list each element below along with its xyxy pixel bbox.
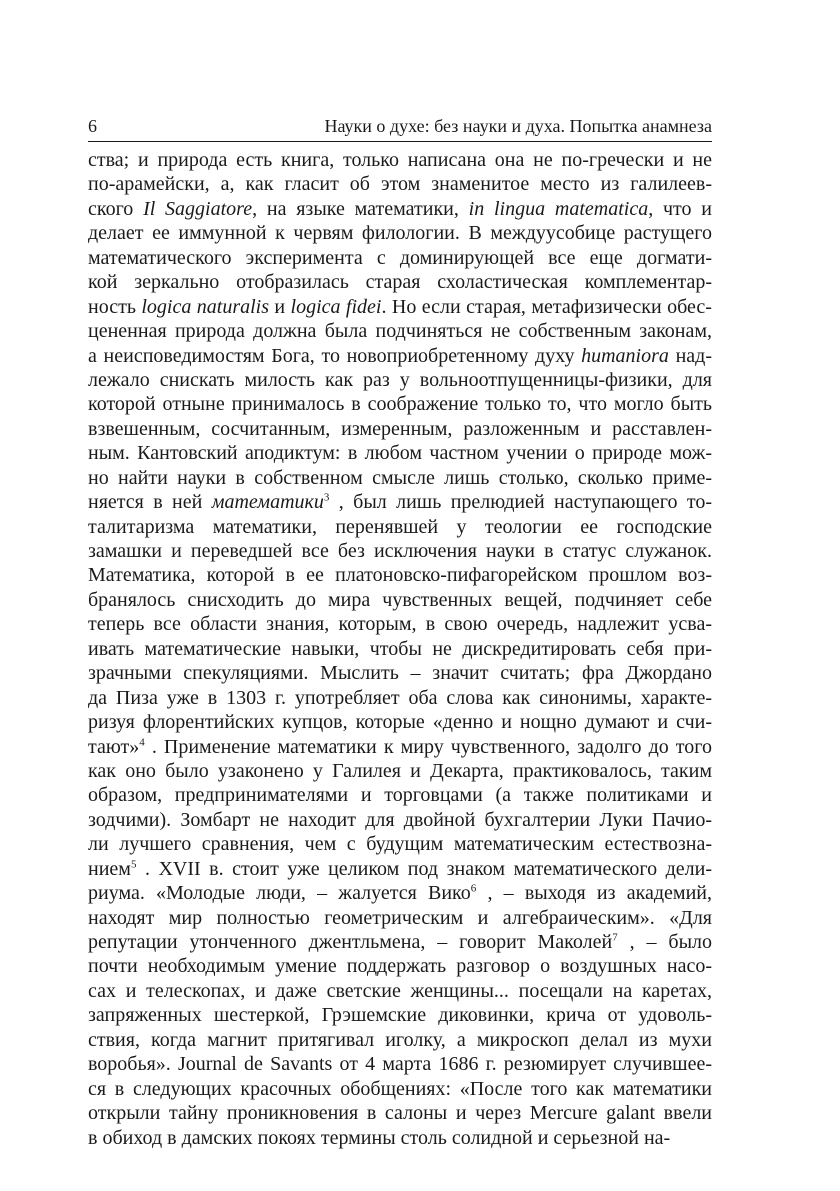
text-line: открыли тайну проникновения в салоны и через Mercure galant ввели bbox=[88, 1102, 712, 1125]
italic-term: logica fidei bbox=[290, 295, 382, 318]
text-line: цененная природа должна была подчиняться не собственным законам, bbox=[88, 320, 712, 343]
body-text bbox=[88, 148, 712, 1150]
text-line: репутации утонченного джентльмена, – говорит Маколей$^7$ , – было bbox=[88, 931, 712, 953]
text-line: да Пиза уже в 1303 г. употребляет оба слова как синонимы, характе- bbox=[88, 686, 712, 709]
text-line: няется в ней математики$^3$ , был лишь прелюдией наступающего то- bbox=[88, 491, 712, 514]
text-line: по-арамейски, а, как гласит об этом знаменитое место из галилеев- bbox=[88, 173, 712, 196]
text-line: кой зеркально отобразилась старая схоластическая комплементар- bbox=[88, 271, 712, 294]
text-line: теперь все области знания, которым, в свою очередь, надлежит усва- bbox=[88, 613, 712, 636]
text-line: зрачными спекуляциями. Мыслить – значит считать; фра Джордано bbox=[88, 662, 712, 685]
footnote-marker: 5 bbox=[130, 858, 137, 871]
italic-term: in lingua matematica bbox=[468, 197, 649, 220]
text-line: талитаризма математики, перенявшей у теологии ее господские bbox=[88, 515, 712, 538]
text-line: ствия, когда магнит притягивал иголку, а микроскоп делал из мухи bbox=[88, 1028, 712, 1051]
text-line: ли лучшего сравнения, чем с будущим математическим естествозна- bbox=[88, 833, 712, 856]
text-line: математического эксперимента с доминирующей все еще догмати- bbox=[88, 246, 712, 269]
italic-term: математики bbox=[211, 491, 324, 514]
text-line: сах и телескопах, и даже светские женщины... посещали на каретах, bbox=[88, 979, 712, 1002]
text-line: ского Il Saggiatore, на языке математики, in lingua matematica, что и bbox=[88, 197, 712, 220]
text-line: но найти науки в собственном смысле лишь столько, сколько приме- bbox=[88, 466, 712, 489]
text-line: тают»$^4$ . Применение математики к миру чувственного, задолго до того bbox=[88, 735, 712, 758]
footnote-marker: 4 bbox=[139, 735, 145, 748]
header-rule bbox=[88, 141, 712, 142]
page-number: 6 bbox=[88, 116, 97, 136]
page-header bbox=[88, 116, 712, 142]
footnote-marker: 6 bbox=[470, 882, 477, 895]
text-line: взвешенным, сосчитанным, измеренным, разложенным и расставлен- bbox=[88, 417, 712, 440]
italic-term: logica naturalis bbox=[141, 295, 269, 318]
text-line: которой отныне принималось в соображение только то, что могло быть bbox=[88, 393, 712, 416]
text-line: в обиход в дамских покоях термины столь солидной и серьезной на- bbox=[88, 1126, 671, 1149]
text-line: ся в следующих красочных обобщениях: «После того как математики bbox=[88, 1077, 712, 1100]
text-line: почти необходимым умение поддержать разговор о воздушных насо- bbox=[88, 955, 712, 978]
text-line: находят мир полностью геометрическим и алгебраическим». «Для bbox=[88, 906, 712, 929]
running-title: Науки о духе: без науки и духа. Попытка анамнеза bbox=[324, 116, 712, 136]
text-line: ства; и природа есть книга, только написана она не по-гречески и не bbox=[88, 149, 712, 171]
text-line: Математика, которой в ее платоновско-пифагорейском прошлом воз- bbox=[88, 564, 712, 587]
text-line: ность logica naturalis и logica fidei. Но если старая, метафизически обес- bbox=[88, 295, 712, 318]
text-line: нием$^5$ . XVII в. стоит уже целиком под знаком математического дели- bbox=[88, 857, 712, 880]
text-line: запряженных шестеркой, Грэшемские диковинки, крича от удоволь- bbox=[88, 1004, 712, 1027]
footnote-marker: 3 bbox=[323, 491, 330, 504]
footnote-marker: 7 bbox=[612, 931, 618, 944]
italic-term: humaniora bbox=[581, 344, 669, 367]
text-line: зодчими). Зомбарт не находит для двойной бухгалтерии Луки Пачио- bbox=[88, 808, 712, 831]
text-line: бранялось снисходить до мира чувственных вещей, подчиняет себе bbox=[88, 588, 712, 611]
text-line: делает ее иммунной к червям филологии. В междуусобице растущего bbox=[88, 222, 712, 245]
text-line: ным. Кантовский аподиктум: в любом частном учении о природе мож- bbox=[88, 442, 712, 465]
italic-term: Il Saggiatore bbox=[143, 197, 253, 220]
text-line: как оно было узаконено у Галилея и Декарта, практиковалось, таким bbox=[88, 759, 712, 782]
text-line: лежало снискать милость как раз у вольноотпущенницы-физики, для bbox=[88, 368, 712, 391]
text-line: ризуя флорентийских купцов, которые «денно и нощно думают и счи- bbox=[88, 711, 712, 734]
text-line: а неисповедимостям Бога, то новоприобретенному духу humaniora над- bbox=[88, 344, 712, 367]
text-line: воробья». Journal de Savants от 4 марта 1686 г. резюмирует случившее- bbox=[88, 1053, 712, 1076]
text-line: ивать математические навыки, чтобы не дискредитировать себя при- bbox=[88, 637, 712, 660]
text-line: образом, предпринимателями и торговцами (а также политиками и bbox=[88, 784, 712, 807]
text-line: замашки и переведшей все без исключения науки в статус служанок. bbox=[88, 540, 712, 562]
text-line: риума. «Молодые люди, – жалуется Вико$^6$ , – выходя из академий, bbox=[88, 882, 712, 905]
